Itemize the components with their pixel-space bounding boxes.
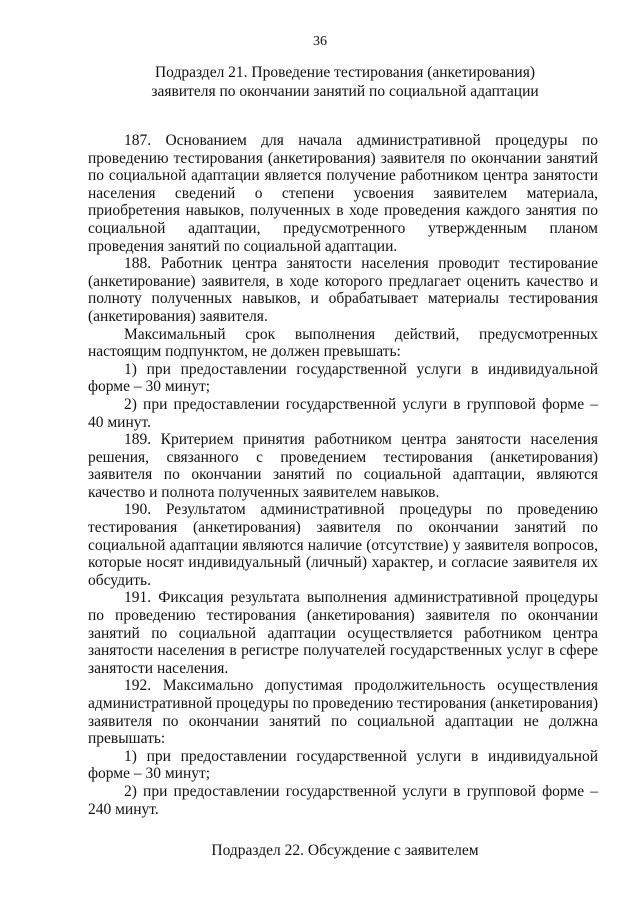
paragraph-190: 190. Результатом административной процедуры по проведению тестирования (анкетирования) заявителя по окончании занятий по социальной адаптации являются наличие (отсутствие) у заявителя вопросов, которые носят индивидуальный (личный) характер, и согласие заявителя их обсудить. bbox=[88, 501, 598, 589]
list-item-group-240-min: 2) при предоставлении государственной услуги в групповой форме – 240 минут. bbox=[88, 782, 598, 818]
paragraph-189: 189. Критерием принятия работником центра занятости населения решения, связанного с проведением тестирования (анкетирования) заявителя по окончании занятий по социальной адаптации, являются качество и полнота полученных заявителем навыков. bbox=[88, 431, 598, 501]
paragraph-188: 188. Работник центра занятости населения проводит тестирование (анкетирование) заявителя, в ходе которого предлагает оценить качество и полноту полученных навыков, и обрабатывает материалы тестирования (анкетирования) заявителя. bbox=[88, 255, 598, 325]
list-item-group-40-min: 2) при предоставлении государственной услуги в групповой форме – 40 минут. bbox=[88, 395, 598, 431]
list-item-individual-30-min-2: 1) при предоставлении государственной услуги в индивидуальной форме – 30 минут; bbox=[88, 747, 598, 783]
paragraph-192: 192. Максимально допустимая продолжительность осуществления административной процедуры по проведению тестирования (анкетирования) заявителя по окончании занятий по социальной адаптации не должна превышать: bbox=[88, 677, 598, 748]
document-body bbox=[88, 132, 598, 818]
paragraph-187: 187. Основанием для начала административной процедуры по проведению тестирования (анкетирования) заявителя по окончании занятий по социальной адаптации является получение работником центра занятости населения сведений о степени усвоения заявителем материала, приобретения навыков, полученных в ходе проведения каждого занятия по социальной адаптации, предусмотренного утвержденным планом проведения занятий по социальной адаптации. bbox=[88, 132, 598, 255]
paragraph-max-time-intro: Максимальный срок выполнения действий, предусмотренных настоящим подпунктом, не должен превышать: bbox=[88, 325, 598, 361]
subsection-22-title: Подраздел 22. Обсуждение с заявителем bbox=[211, 842, 479, 859]
paragraph-191: 191. Фиксация результата выполнения административной процедуры по проведению тестирования (анкетирования) заявителя по окончании занятий по социальной адаптации осуществляется работником центра занятости населения в регистре получателей государственных услуг в сфере занятости населения. bbox=[88, 589, 598, 677]
subsection-21-title: Подраздел 21. Проведение тестирования (анкетирования) заявителя по окончании занятий по социальной адаптации bbox=[151, 64, 539, 100]
page-number: 36 bbox=[313, 34, 327, 49]
list-item-individual-30-min: 1) при предоставлении государственной услуги в индивидуальной форме – 30 минут; bbox=[88, 360, 598, 396]
